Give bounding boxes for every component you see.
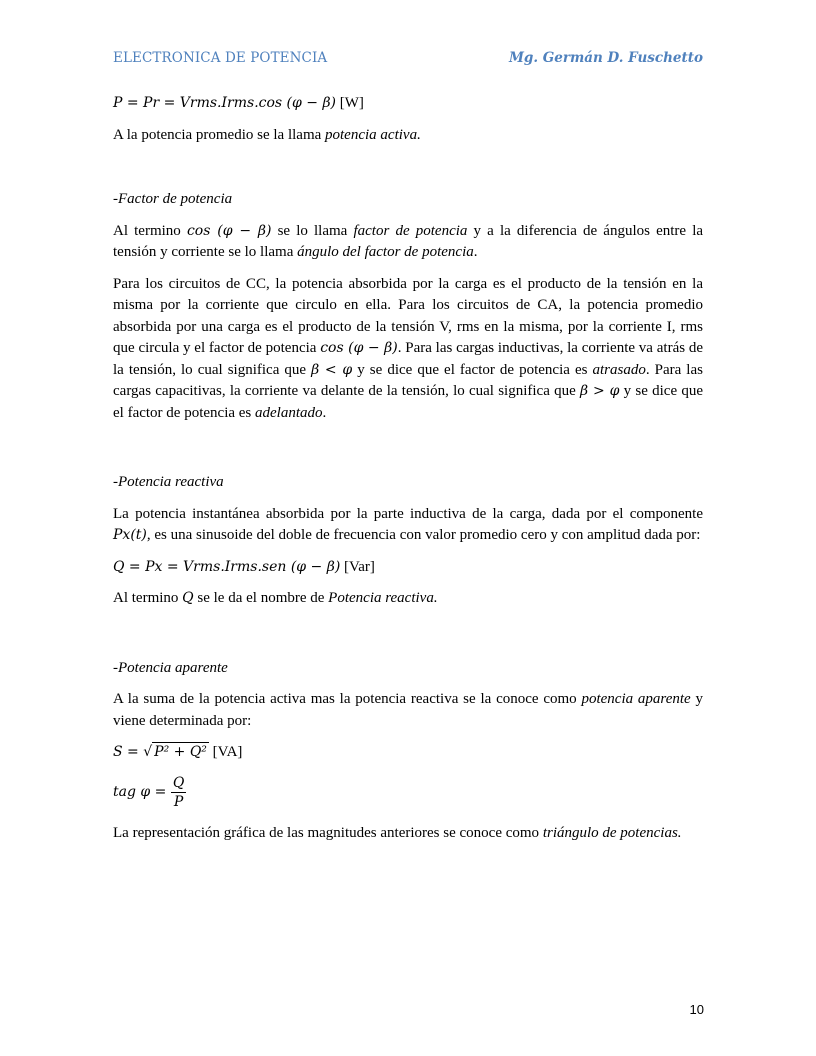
paragraph-power-factor-explanation: [113, 274, 703, 425]
equation-apparent-power: [113, 742, 703, 764]
paragraph-emphasis: potencia activa.: [325, 126, 421, 143]
page-header: [113, 48, 703, 68]
equation-reactive-power: [113, 557, 703, 579]
equation-lhs: tag φ =: [113, 783, 171, 800]
radicand: P² + Q²: [154, 744, 207, 760]
equation-expression: Q = Px = Vrms.Irms.sen (φ − β): [113, 558, 341, 575]
math-run: cos (φ − β): [320, 340, 398, 356]
text-run: y se dice que el factor de potencia es: [352, 361, 593, 378]
header-author: Mg. Germán D. Fuschetto: [508, 50, 703, 66]
paragraph-text: A la potencia promedio se la llama: [113, 126, 326, 143]
fraction-numerator: Q: [172, 774, 185, 791]
fraction-denominator: P: [173, 793, 184, 810]
text-run: Para los circuitos de CC, la potencia absorbida por la carga es el producto de la tensión en la misma por la corriente que circulo en ella. Para los circuitos de CA, la potencia promedio absorbida por una carga es el producto de la tensión V, rms en la misma, por la corriente I, rms que circula y el factor de potencia: [113, 275, 703, 356]
text-run: se lo llama: [271, 222, 354, 239]
fraction: [171, 774, 186, 811]
emphasis-run: Potencia reactiva.: [328, 590, 438, 606]
equation-unit: [Var]: [344, 558, 375, 575]
equation-unit: [VA]: [212, 744, 243, 760]
paragraph-power-factor-definition: [113, 221, 703, 264]
emphasis-run: triángulo de potencias.: [542, 824, 682, 841]
equation-expression: P = Pr = Vrms.Irms.cos (φ − β): [113, 95, 336, 111]
emphasis-run: factor de potencia: [353, 222, 468, 239]
section-heading-reactive-power: -Potencia reactiva: [113, 474, 224, 490]
text-run: y viene determinada por:: [113, 691, 704, 729]
text-run: Al termino: [113, 590, 183, 606]
paragraph-reactive-term: [113, 588, 703, 610]
document-body: [113, 93, 703, 854]
equation-active-power: [113, 93, 703, 115]
text-run: se le da el nombre de: [193, 590, 329, 606]
equation-lhs: S =: [113, 744, 144, 760]
text-run: La potencia instantánea absorbida por la parte inductiva de la carga, dada por el componente: [113, 505, 703, 522]
text-run: . Para las cargas capacitivas, la corriente va delante de la tensión, lo cual significa que: [113, 361, 703, 399]
paragraph-active-power: [113, 125, 703, 147]
section-heading-apparent-power: -Potencia aparente: [113, 659, 228, 676]
header-course-title: ELECTRONICA DE POTENCIA: [113, 50, 328, 66]
math-run: β > φ: [579, 383, 620, 399]
section-heading-power-factor: -Factor de potencia: [113, 191, 233, 207]
text-run: y se dice que el factor de potencia es: [113, 383, 703, 421]
text-run: .: [322, 404, 327, 421]
text-run: , es una sinusoide del doble de frecuencia con valor promedio cero y con amplitud dada por:: [146, 527, 701, 543]
text-run: La representación gráfica de las magnitudes anteriores se conoce como: [113, 824, 543, 841]
paragraph-apparent-power: [113, 689, 703, 732]
paragraph-power-triangle: [113, 823, 703, 845]
text-run: y a la diferencia de ángulos entre la tensión y corriente se lo llama: [113, 222, 704, 260]
text-run: . Para las cargas inductivas, la corriente va atrás de la tensión, lo cual significa que: [113, 340, 704, 378]
math-run: cos (φ − β): [186, 222, 272, 239]
emphasis-run: adelantado: [255, 404, 323, 421]
equation-unit: [W]: [339, 95, 364, 111]
equation-tangent: [113, 774, 703, 811]
paragraph-reactive-power: [113, 504, 703, 547]
text-run: A la suma de la potencia activa mas la potencia reactiva se la conoce como: [113, 691, 582, 707]
emphasis-run: ángulo del factor de potencia: [297, 244, 474, 260]
emphasis-run: atrasado: [592, 361, 646, 378]
emphasis-run: potencia aparente: [581, 691, 691, 707]
page-number: 10: [689, 1002, 704, 1017]
text-run: .: [473, 244, 478, 260]
math-run: Px(t): [113, 527, 147, 543]
text-run: Al termino: [113, 222, 187, 239]
math-run: Q: [182, 590, 194, 606]
math-run: β < φ: [311, 361, 353, 378]
square-root: √ P² + Q²: [143, 744, 207, 760]
